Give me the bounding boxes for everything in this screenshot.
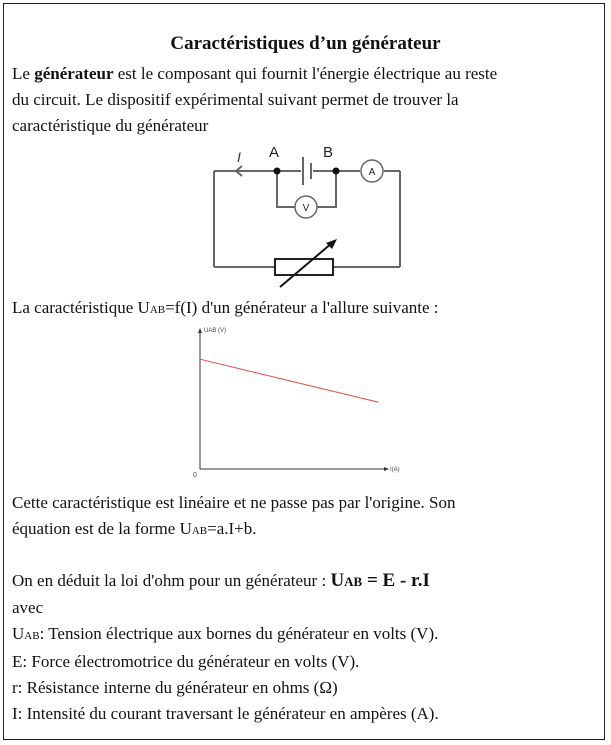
def-symbol: U	[12, 624, 25, 643]
def-text: : Intensité du courant traversant le générateur en ampères (A).	[17, 704, 439, 723]
def-symbol: I	[12, 704, 18, 723]
characteristic-intro	[12, 295, 597, 323]
intro-line-3: caractéristique du générateur	[12, 116, 209, 135]
char-intro-before: La caractéristique U	[12, 298, 150, 317]
def-text: : Tension électrique aux bornes du générateur en volts (V).	[39, 624, 439, 643]
ohm-law-intro: On en déduit la loi d'ohm pour un générateur :	[12, 571, 331, 590]
formula-sub: AB	[344, 574, 363, 589]
definition-e	[12, 649, 597, 675]
def-symbol: r	[12, 678, 18, 697]
formula-u: U	[330, 570, 345, 591]
linear-line-2	[12, 516, 597, 544]
char-intro-sub: AB	[149, 304, 166, 316]
y-axis-label: UAB (V)	[204, 328, 227, 334]
formula-rest: = E - r.I	[362, 570, 430, 591]
char-intro-after: =f(I) d'un générateur a l'allure suivante :	[165, 298, 439, 317]
node-b-dot	[333, 168, 340, 175]
voltmeter-label: V	[302, 203, 310, 214]
intro-line-2: du circuit. Le dispositif expérimental suivant permet de trouver la	[12, 90, 459, 109]
page-title: Caractéristiques d’un générateur	[170, 33, 441, 54]
x-axis-label: I(A)	[390, 467, 400, 473]
def-sub: AB	[24, 630, 40, 642]
linear-line-2-before: équation est de la forme U	[12, 519, 192, 538]
linear-line-2-sub: AB	[191, 525, 208, 537]
avec-label: avec	[12, 598, 44, 617]
def-symbol: E	[12, 652, 23, 671]
linear-paragraph	[12, 490, 597, 544]
intro-line-1	[12, 61, 597, 87]
ammeter-label: A	[368, 167, 376, 178]
def-text: : Force électromotrice du générateur en volts (V).	[22, 652, 360, 671]
intro-lead: Le	[12, 64, 35, 83]
definition-uab	[12, 621, 597, 649]
ohm-law-formula	[330, 570, 429, 591]
def-text: : Résistance interne du générateur en ohms (Ω)	[17, 678, 338, 697]
intro-paragraph	[12, 61, 597, 139]
node-a-dot	[274, 168, 281, 175]
current-label: I	[237, 149, 241, 165]
definition-i	[12, 701, 597, 727]
linear-line-2-after: =a.I+b.	[207, 519, 257, 538]
definition-r	[12, 675, 597, 701]
ohm-law-line	[12, 568, 597, 595]
intro-rest: est le composant qui fournit l'énergie électrique au reste	[113, 64, 498, 83]
intro-bold-term: générateur	[34, 64, 114, 83]
ohm-law-paragraph	[12, 568, 597, 727]
characteristic-chart	[185, 322, 405, 480]
circuit-diagram	[200, 135, 420, 290]
x-axis-arrow-icon	[384, 467, 389, 471]
series-line-0	[200, 359, 379, 402]
linear-line-1: Cette caractéristique est linéaire et ne passe pas par l'origine. Son	[12, 493, 456, 512]
wire-voltmeter-right	[317, 171, 336, 207]
node-a-label: A	[269, 144, 280, 161]
node-b-label: B	[323, 144, 334, 161]
wire-voltmeter-left	[277, 171, 295, 207]
origin-label: 0	[193, 472, 197, 479]
y-axis-arrow-icon	[198, 328, 202, 333]
